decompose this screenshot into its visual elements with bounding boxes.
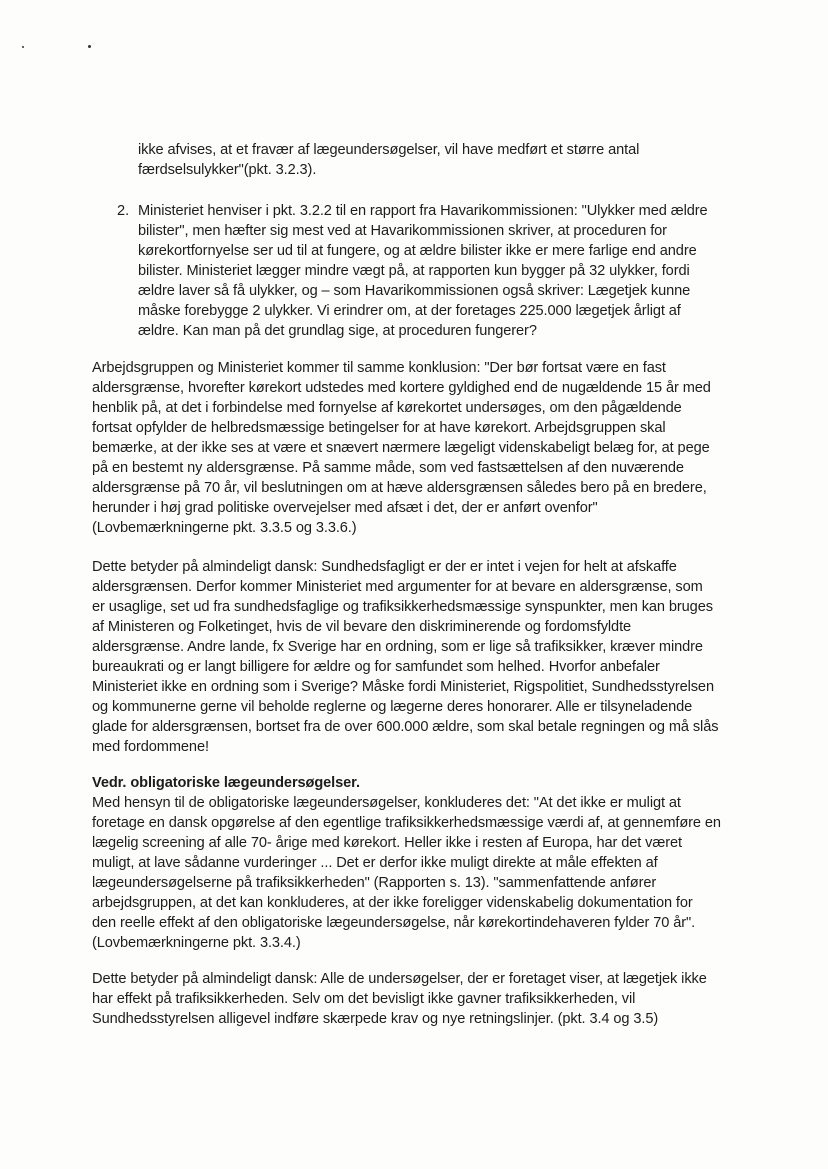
- paragraph: [92, 358, 711, 538]
- text-line: Sundhedsstyrelsen alligevel indføre skærpede krav og nye retningslinjer. (pkt. 3.4 og 3.5): [92, 1011, 659, 1027]
- text-line: den reelle effekt af den obligatoriske lægeundersøgelse, når kørekortindehaveren fylder 70 år".: [92, 915, 696, 931]
- scan-speck: [88, 45, 91, 48]
- text-line: muligt, at lave sådanne vurderinger ... Det er derfor ikke muligt direkte at måle effekten af: [92, 855, 658, 871]
- text-line: og kommunerne gerne vil beholde reglerne og lægerne deres honorarer. Alle er tilsyneladende: [92, 699, 693, 715]
- text-line: fortsat opfylder de helbredsmæssige betingelser for at have kørekort. Arbejdsgruppen skal: [92, 420, 666, 436]
- text-line: aldersgrænsen. Derfor kommer Ministeriet med argumenter for at bevare en aldersgrænse, som: [92, 579, 703, 595]
- text-line: herunder i høj grad politiske overvejelser med afsæt i det, der er anført ovenfor": [92, 500, 598, 516]
- text-line: Dette betyder på almindeligt dansk: Alle de undersøgelser, der er foretaget viser, at lægetjek ikke: [92, 971, 707, 987]
- text-line: aldersgrænse på 70 år, vil beslutningen om at hæve aldersgrænsen således bero på en bredere,: [92, 480, 707, 496]
- text-line: glade for aldersgrænsen, bortset fra de over 600.000 ældre, som skal betale regningen og må slås: [92, 719, 719, 735]
- text-line: bemærke, at der ikke ses at være et snævert nærmere lægeligt videnskabeligt belæg for, at pege: [92, 440, 710, 456]
- text-line: Ministeriet henviser i pkt. 3.2.2 til en rapport fra Havarikommissionen: "Ulykker med ældre: [138, 203, 708, 219]
- section-heading: Vedr. obligatoriske lægeundersøgelser.: [92, 775, 360, 791]
- scan-speck: [22, 46, 24, 48]
- text-line: har effekt på trafiksikkerheden. Selv om det bevisligt ikke gavner trafiksikkerheden, vil: [92, 991, 636, 1007]
- text-line: henblik på, at det i forbindelse med fornyelse af kørekortet undersøges, om den pågældende: [92, 400, 682, 416]
- text-line: bilister", men hæfter sig mest ved at Havarikommissionen skriver, at proceduren for: [138, 223, 667, 239]
- text-line: (Lovbemærkningerne pkt. 3.3.4.): [92, 935, 301, 951]
- text-line: Med hensyn til de obligatoriske lægeundersøgelser, konkluderes det: "At det ikke er muligt at: [92, 795, 681, 811]
- list-item-2: [138, 201, 708, 341]
- text-line: bilister. Ministeriet lægger mindre vægt på, at rapporten kun bygger på 32 ulykker, fordi: [138, 263, 690, 279]
- text-line: lægelig screening af alle 70- årige med kørekort. Heller ikke i resten af Europa, har det været: [92, 835, 682, 851]
- text-line: ældre. Kan man på det grundlag sige, at proceduren fungerer?: [138, 323, 537, 339]
- text-line: aldersgrænse. Andre lande, fx Sverige har en ordning, som er lige så trafiksikker, kræver mindre: [92, 639, 703, 655]
- text-line: færdselsulykker"(pkt. 3.2.3).: [138, 162, 317, 178]
- paragraph: [92, 557, 718, 757]
- list-item-continuation: [138, 140, 639, 180]
- text-line: (Lovbemærkningerne pkt. 3.3.5 og 3.3.6.): [92, 520, 357, 536]
- text-line: foretage en dansk opgørelse af den egentlige trafiksikkerhedsmæssige værdi af, at gennemføre en: [92, 815, 721, 831]
- text-line: med fordommene!: [92, 739, 209, 755]
- text-line: ældre laver så få ulykker, og – som Havarikommissionen også skriver: Lægetjek kunne: [138, 283, 691, 299]
- text-line: måske forebygge 2 ulykker. Vi erindrer om, at der foretages 225.000 lægetjek årligt af: [138, 303, 681, 319]
- text-line: Arbejdsgruppen og Ministeriet kommer til samme konklusion: "Der bør fortsat være en fast: [92, 360, 666, 376]
- paragraph: [92, 793, 721, 953]
- text-line: Ministeriet ikke en ordning som i Sverige? Måske fordi Ministeriet, Rigspolitiet, Sundhedsstyrelsen: [92, 679, 714, 695]
- text-line: Dette betyder på almindeligt dansk: Sundhedsfagligt er der er intet i vejen for helt at afskaffe: [92, 559, 677, 575]
- text-line: ikke afvises, at et fravær af lægeundersøgelser, vil have medført et større antal: [138, 142, 640, 158]
- paragraph: [92, 969, 707, 1029]
- text-line: aldersgrænse, hvorefter kørekort udstedes med kortere gyldighed end de nugældende 15 år med: [92, 380, 711, 396]
- text-line: er usaglige, set ud fra sundhedsfaglige og trafiksikkerhedsmæssige synspunkter, men kan bruges: [92, 599, 713, 615]
- text-line: arbejdsgruppen, at det kan konkluderes, at der ikke foreligger videnskabelig dokumentation for: [92, 895, 693, 911]
- text-line: kørekortfornyelse ser ud til at fungere, og at ældre bilister ikke er mere farlige end andre: [138, 243, 697, 259]
- text-line: af Ministeren og Folketinget, hvis de vil bevare den diskriminerende og fordomsfyldte: [92, 619, 632, 635]
- text-line: på en bestemt ny aldersgrænse. På samme måde, som ved fastsættelsen af den nuværende: [92, 460, 684, 476]
- text-line: lægeundersøgelserne på trafiksikkerheden" (Rapporten s. 13). "sammenfattende anfører: [92, 875, 657, 891]
- list-number: 2.: [117, 203, 130, 219]
- text-line: bureaukrati og er langt billigere for ældre og for samfundet som helhed. Hvorfor anbefaler: [92, 659, 660, 675]
